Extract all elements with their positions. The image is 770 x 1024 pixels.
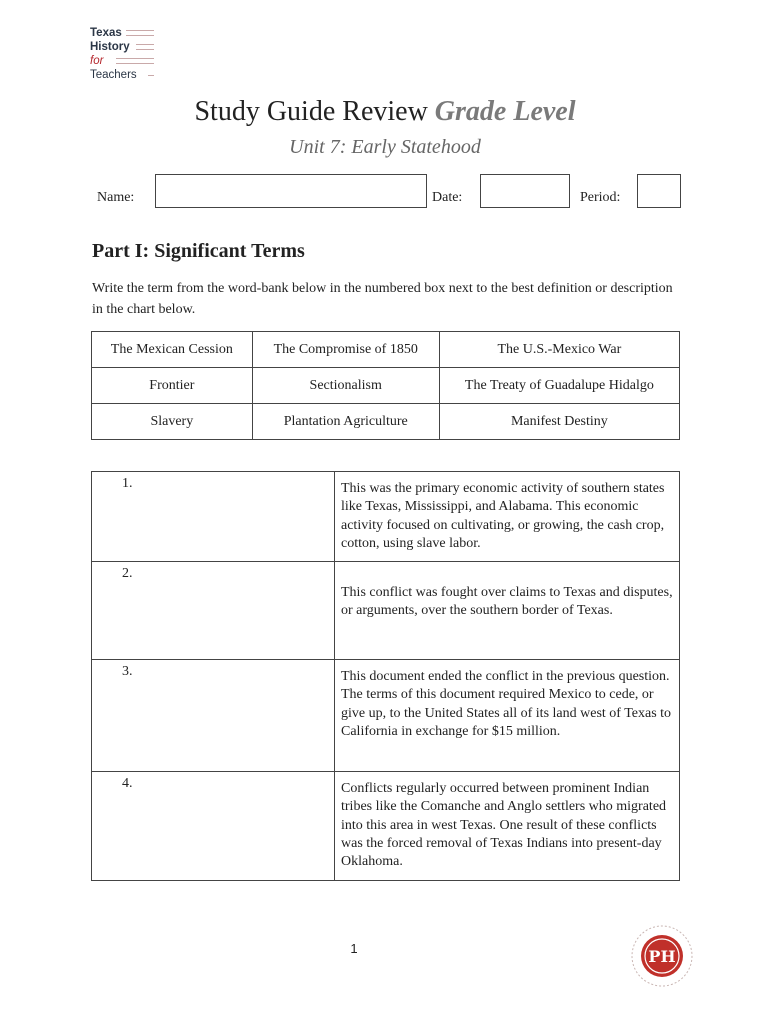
portal-seal-icon — [630, 924, 694, 988]
logo-line-history: History — [90, 41, 130, 53]
seal-initials: PH — [648, 947, 676, 966]
definition-row — [92, 772, 680, 880]
period-label: Period: — [580, 190, 621, 205]
instructions-text: Write the term from the word-bank below in the numbered box next to the best definition or description in the chart below. — [92, 281, 673, 317]
title-grade-level: Grade Level — [434, 96, 576, 127]
word-bank-term: Sectionalism — [252, 368, 439, 404]
title-text: Study Guide Review — [194, 96, 428, 127]
logo-rule — [116, 58, 154, 59]
logo-rule — [148, 75, 154, 76]
definition-row — [92, 562, 680, 660]
name-field[interactable] — [155, 174, 427, 208]
period-field[interactable] — [637, 174, 681, 208]
word-bank-term: The Compromise of 1850 — [252, 332, 439, 368]
definition-text: Conflicts regularly occurred between prominent Indian tribes like the Comanche and Anglo settlers who migrated into this area in west Texas. One result of these conflicts was the forced removal of Texas Indians into present-day Oklahoma. — [335, 772, 680, 880]
word-bank-term: The Mexican Cession — [92, 332, 253, 368]
word-bank-term: Frontier — [92, 368, 253, 404]
texas-history-for-teachers-logo — [90, 26, 160, 88]
logo-line-teachers: Teachers — [90, 69, 137, 81]
logo-line-for: for — [90, 55, 104, 67]
word-bank-term: Manifest Destiny — [439, 404, 679, 440]
logo-rule — [136, 44, 154, 45]
part-heading: Part I: Significant Terms — [92, 240, 305, 262]
logo-rule — [116, 63, 154, 64]
definitions-table — [91, 471, 680, 881]
date-field[interactable] — [480, 174, 570, 208]
logo-line-texas: Texas — [90, 27, 122, 39]
page-title — [0, 96, 770, 128]
word-bank-term: The U.S.-Mexico War — [439, 332, 679, 368]
date-label: Date: — [432, 190, 463, 205]
logo-rule — [126, 30, 154, 31]
word-bank-row — [92, 368, 680, 404]
word-bank-term: The Treaty of Guadalupe Hidalgo — [439, 368, 679, 404]
logo-rule — [126, 35, 154, 36]
word-bank-table — [91, 331, 680, 440]
logo-rule — [136, 49, 154, 50]
page-number: 1 — [350, 941, 358, 956]
definition-row — [92, 472, 680, 562]
definition-text: This conflict was fought over claims to Texas and disputes, or arguments, over the southern border of Texas. — [335, 562, 680, 660]
word-bank-row — [92, 332, 680, 368]
answer-cell[interactable]: 4. — [92, 772, 335, 880]
answer-cell[interactable]: 1. — [92, 472, 335, 562]
name-label: Name: — [97, 190, 135, 205]
word-bank-term: Plantation Agriculture — [252, 404, 439, 440]
definition-text: This was the primary economic activity of southern states like Texas, Mississippi, and Alabama. This economic activity focused on cultivating, or growing, the cash crop, cotton, using slave labor. — [335, 472, 680, 562]
word-bank-term: Slavery — [92, 404, 253, 440]
definition-text: This document ended the conflict in the previous question. The terms of this document required Mexico to cede, or give up, to the United States all of its land west of Texas to California in exchange for $15 million. — [335, 660, 680, 772]
unit-subtitle: Unit 7: Early Statehood — [289, 136, 481, 158]
word-bank-row — [92, 404, 680, 440]
definition-row — [92, 660, 680, 772]
answer-cell[interactable]: 2. — [92, 562, 335, 660]
answer-cell[interactable]: 3. — [92, 660, 335, 772]
